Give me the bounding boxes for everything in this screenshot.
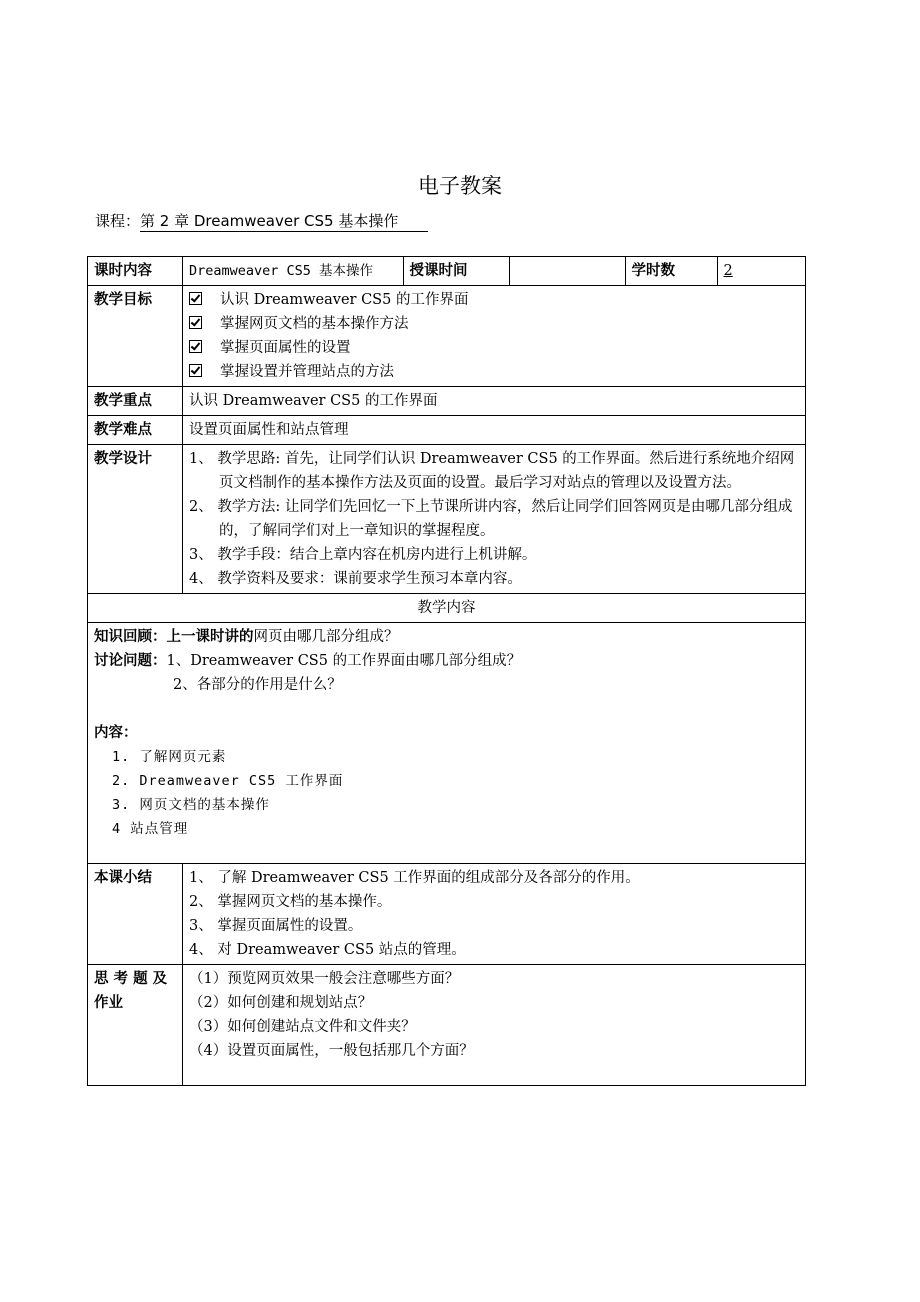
summary-item: 2、 掌握网页文档的基本操作。 xyxy=(189,894,392,910)
homework-item: （4）设置页面属性，一般包括那几个方面？ xyxy=(189,1043,474,1059)
row-difficulty xyxy=(88,416,806,445)
content-item: 4 站点管理 xyxy=(112,821,189,837)
course-value: 第 2 章 Dreamweaver CS5 基本操作 xyxy=(140,210,428,232)
teach-time-value xyxy=(509,257,625,285)
design-item: 4、 教学资料及要求：课前要求学生预习本章内容。 xyxy=(189,571,522,587)
summary-list xyxy=(183,864,806,965)
key-point-value: 认识 Dreamweaver CS5 的工作界面 xyxy=(183,387,806,416)
difficulty-value: 设置页面属性和站点管理 xyxy=(183,416,806,445)
design-item: 1、 教学思路: 首先，让同学们认识 Dreamweaver CS5 的工作界面。然后进行系统地介绍网页文档制作的基本操作方法及页面的设置。最后学习对站点的管理以及设置方法。 xyxy=(189,451,795,491)
discuss-line-2: 2、各部分的作用是什么？ xyxy=(173,677,342,693)
lesson-content-value: Dreamweaver CS5 基本操作 xyxy=(183,257,403,285)
goal-item: 掌握设置并管理站点的方法 xyxy=(189,360,799,384)
goals-list xyxy=(183,286,806,387)
difficulty-label: 教学难点 xyxy=(88,416,183,445)
homework-item: （1）预览网页效果一般会注意哪些方面？ xyxy=(189,971,460,987)
homework-list xyxy=(183,965,806,1086)
row-content-header xyxy=(88,594,806,623)
summary-item: 1、 了解 Dreamweaver CS5 工作界面的组成部分及各部分的作用。 xyxy=(189,870,640,886)
key-point-label: 教学重点 xyxy=(88,387,183,416)
checkbox-checked-icon xyxy=(189,292,202,305)
checkbox-checked-icon xyxy=(189,340,202,353)
content-label: 内容： xyxy=(94,725,138,741)
teach-time-label: 授课时间 xyxy=(403,257,509,285)
checkbox-checked-icon xyxy=(189,316,202,329)
content-item: 3. 网页文档的基本操作 xyxy=(112,797,270,813)
lesson-content-label: 课时内容 xyxy=(88,257,183,286)
design-list xyxy=(183,445,806,594)
row-content xyxy=(88,623,806,864)
review-line: 知识回顾：上一课时讲的网页由哪几部分组成？ xyxy=(94,629,399,645)
content-body xyxy=(88,623,806,864)
page-title: 电子教案 xyxy=(418,174,502,198)
checkbox-checked-icon xyxy=(189,364,202,377)
summary-item: 4、 对 Dreamweaver CS5 站点的管理。 xyxy=(189,942,466,958)
design-label: 教学设计 xyxy=(88,445,183,594)
goals-label: 教学目标 xyxy=(88,286,183,387)
design-item: 2、 教学方法: 让同学们先回忆一下上节课所讲内容，然后让同学们回答网页是由哪几部分组成的，了解同学们对上一章知识的掌握程度。 xyxy=(189,499,793,539)
row-design xyxy=(88,445,806,594)
content-item: 2. Dreamweaver CS5 工作界面 xyxy=(112,773,344,789)
goal-item: 认识 Dreamweaver CS5 的工作界面 xyxy=(189,288,799,312)
goal-item: 掌握页面属性的设置 xyxy=(189,336,799,360)
hours-value: 2 xyxy=(723,263,733,279)
row1-inner xyxy=(183,257,806,285)
row-key-point xyxy=(88,387,806,416)
summary-item: 3、 掌握页面属性的设置。 xyxy=(189,918,363,934)
lesson-plan-table xyxy=(87,256,806,1086)
homework-item: （3）如何创建站点文件和文件夹？ xyxy=(189,1019,416,1035)
course-label: 课程： xyxy=(95,212,141,230)
row-lesson-content xyxy=(88,257,806,286)
discuss-line: 讨论问题：1、Dreamweaver CS5 的工作界面由哪几部分组成？ xyxy=(94,653,522,669)
hours-label: 学时数 xyxy=(625,257,717,285)
course-line xyxy=(95,210,428,232)
content-item: 1. 了解网页元素 xyxy=(112,749,227,765)
content-header: 教学内容 xyxy=(88,594,806,623)
summary-label: 本课小结 xyxy=(88,864,183,965)
homework-item: （2）如何创建和规划站点？ xyxy=(189,995,373,1011)
row-goals xyxy=(88,286,806,387)
row-homework xyxy=(88,965,806,1086)
row-summary xyxy=(88,864,806,965)
design-item: 3、 教学手段：结合上章内容在机房内进行上机讲解。 xyxy=(189,547,537,563)
goal-item: 掌握网页文档的基本操作方法 xyxy=(189,312,799,336)
homework-label: 思 考 题 及 作业 xyxy=(88,965,183,1086)
